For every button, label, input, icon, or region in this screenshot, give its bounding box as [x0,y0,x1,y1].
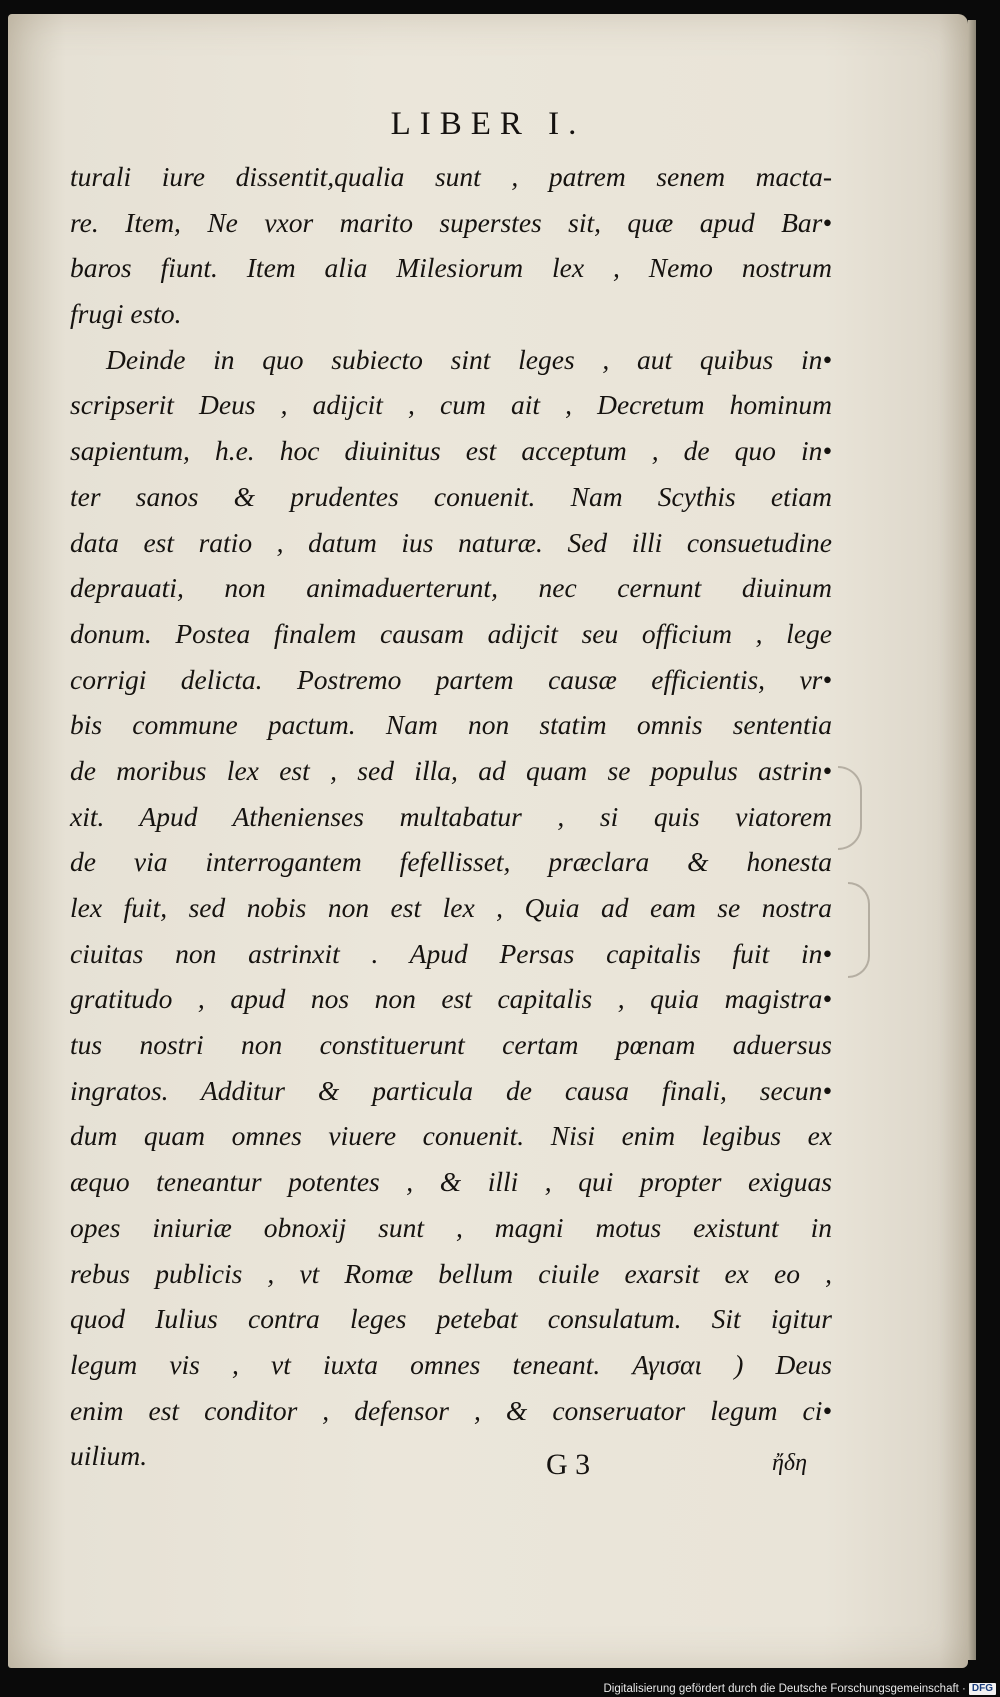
text-line: de moribus lex est , sed illa, ad quam se populus astrin• [70,754,832,786]
body-text [70,154,832,1479]
margin-bracket-mark [838,766,862,850]
signature-mark: G 3 [546,1448,591,1481]
digitization-credit [603,1683,996,1695]
text-line: baros fiunt. Item alia Milesiorum lex , Nemo nostrum [70,252,832,284]
text-line: deprauati, non animaduerterunt, nec cernunt diuinum [70,572,832,604]
text-line: legum vis , vt iuxta omnes teneant. Αγισαι ) Deus [70,1348,832,1380]
text-line: re. Item, Ne vxor marito superstes sit, quæ apud Bar• [70,206,832,238]
text-line: sapientum, h.e. hoc diuinitus est acceptum , de quo in• [70,435,832,467]
text-line: ter sanos & prudentes conuenit. Nam Scythis etiam [70,480,832,512]
text-line: opes iniuriæ obnoxij sunt , magni motus existunt in [70,1211,832,1243]
text-line: uilium. [70,1440,148,1472]
book-page [8,14,968,1668]
text-line: lex fuit, sed nobis non est lex , Quia ad eam se nostra [70,892,832,923]
credit-text: Digitalisierung gefördert durch die Deutsche Forschungsgemeinschaft · [603,1683,966,1695]
running-head: LIBER I. [390,106,586,142]
catchword: ἤδη [772,1450,807,1476]
text-line: bis commune pactum. Nam non statim omnis sententia [70,709,832,741]
text-line: xit. Apud Athenienses multabatur , si quis viatorem [70,800,832,832]
text-line: frugi esto. [70,298,182,330]
text-line: ingratos. Additur & particula de causa finali, secun• [70,1074,832,1106]
text-line: data est ratio , datum ius naturæ. Sed illi consuetudine [70,526,832,558]
text-line: æquo teneantur potentes , & illi , qui propter exiguas [70,1166,832,1198]
text-line: gratitudo , apud nos non est capitalis , quia magistra• [70,983,832,1015]
text-line: turali iure dissentit,qualia sunt , patrem senem macta- [70,161,832,192]
text-line: corrigi delicta. Postremo partem causæ efficientis, vr• [70,663,832,695]
page-edge [968,20,976,1660]
text-line: rebus publicis , vt Romæ bellum ciuile exarsit ex eo , [70,1257,832,1289]
text-line: de via interrogantem fefellisset, præclara & honesta [70,846,832,878]
text-line: scripserit Deus , adijcit , cum ait , Decretum hominum [70,389,832,421]
margin-bracket-mark [848,882,870,978]
text-line: donum. Postea finalem causam adijcit seu officium , lege [70,617,832,649]
text-line: dum quam omnes viuere conuenit. Nisi enim legibus ex [70,1120,832,1152]
dfg-logo: DFG [969,1683,996,1695]
text-line: ciuitas non astrinxit . Apud Persas capitalis fuit in• [70,937,832,969]
text-line: enim est conditor , defensor , & conseruator legum ci• [70,1394,832,1426]
text-line: quod Iulius contra leges petebat consulatum. Sit igitur [70,1303,832,1335]
text-line: tus nostri non constituerunt certam pœnam aduersus [70,1029,832,1061]
text-line: Deinde in quo subiecto sint leges , aut quibus in• [106,343,832,375]
